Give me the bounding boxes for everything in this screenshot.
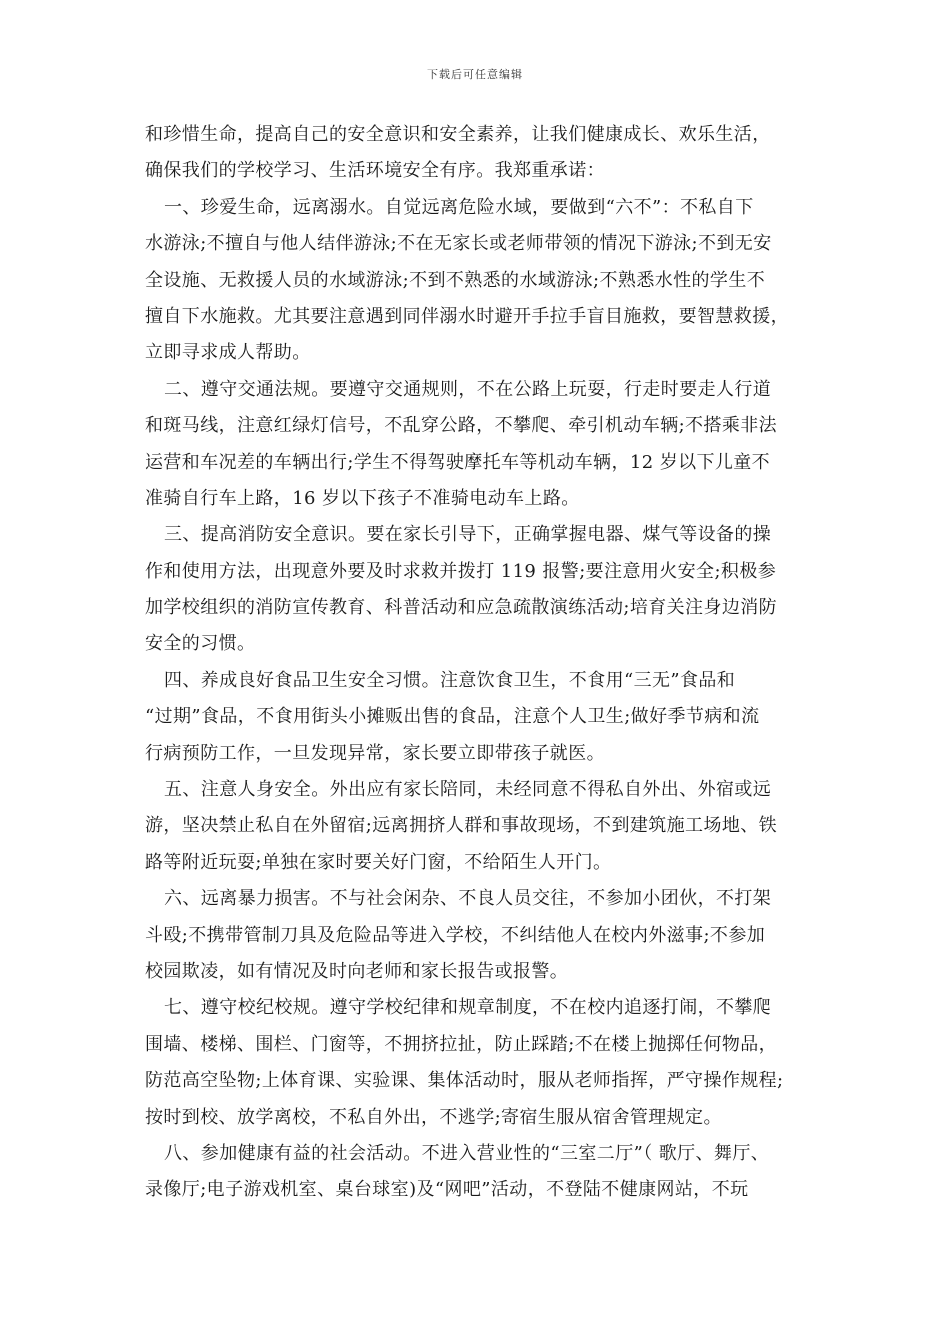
paragraph-line: 和斑马线，注意红绿灯信号，不乱穿公路，不攀爬、牵引机动车辆;不搭乘非法	[145, 415, 778, 437]
paragraph-first-line: 二、遵守交通法规。要遵守交通规则，不在公路上玩耍，行走时要走人行道	[164, 378, 772, 400]
paragraph-line: 录像厅;电子游戏机室、桌台球室)及“网吧”活动，不登陆不健康网站，不玩	[145, 1179, 749, 1201]
paragraph-line: 防范高空坠物;上体育课、实验课、集体活动时，服从老师指挥，严守操作规程;	[145, 1070, 784, 1092]
paragraph-first-line: 一、珍爱生命，远离溺水。自觉远离危险水域，要做到“六不”：不私自下	[164, 196, 754, 218]
paragraph-line: 游，坚决禁止私自在外留宿;远离拥挤人群和事故现场，不到建筑施工场地、铁	[145, 815, 778, 837]
paragraph-line: 和珍惜生命，提高自己的安全意识和安全素养，让我们健康成长、欢乐生活，	[145, 124, 771, 145]
paragraph-first-line: 三、提高消防安全意识。要在家长引导下，正确掌握电器、煤气等设备的操	[164, 524, 772, 546]
paragraph-first-line: 六、远离暴力损害。不与社会闲杂、不良人员交往，不参加小团伙，不打架	[164, 888, 772, 910]
paragraph-line: 确保我们的学校学习、生活环境安全有序。我郑重承诺：	[145, 160, 605, 182]
paragraph-line: 加学校组织的消防宣传教育、科普活动和应急疏散演练活动;培育关注身边消防	[145, 597, 778, 619]
paragraph-line: 运营和车况差的车辆出行;学生不得驾驶摩托车等机动车辆，12 岁以下儿童不	[145, 451, 771, 473]
paragraph-line: 准骑自行车上路，16 岁以下孩子不准骑电动车上路。	[145, 487, 580, 509]
paragraph-line: 按时到校、放学离校，不私自外出，不逃学;寄宿生服从宿舍管理规定。	[145, 1106, 722, 1128]
paragraph-line: 行病预防工作，一旦发现异常，家长要立即带孩子就医。	[145, 742, 605, 764]
paragraph-line: 立即寻求成人帮助。	[145, 342, 311, 364]
paragraph-line: 安全的习惯。	[145, 633, 256, 655]
paragraph-first-line: 八、参加健康有益的社会活动。不进入营业性的“三室二厅”（ 歌厅、舞厅、	[164, 1142, 770, 1164]
page-header: 下载后可任意编辑	[427, 68, 523, 81]
paragraph-line: 全设施、无救援人员的水域游泳;不到不熟悉的水域游泳;不熟悉水性的学生不	[145, 269, 766, 291]
paragraph-line: 作和使用方法，出现意外要及时求救并拨打 119 报警;要注意用火安全;积极参	[145, 560, 777, 582]
paragraph-line: 斗殴;不携带管制刀具及危险品等进入学校，不纠结他人在校内外滋事;不参加	[145, 924, 766, 946]
paragraph-first-line: 四、养成良好食品卫生安全习惯。注意饮食卫生，不食用“三无”食品和	[164, 669, 736, 691]
paragraph-line: 水游泳;不擅自与他人结伴游泳;不在无家长或老师带领的情况下游泳;不到无安	[145, 233, 772, 255]
paragraph-line: “过期”食品，不食用街头小摊贩出售的食品，注意个人卫生;做好季节病和流	[145, 706, 760, 728]
document-body	[145, 117, 809, 1209]
paragraph-first-line: 七、遵守校纪校规。遵守学校纪律和规章制度，不在校内追逐打闹，不攀爬	[164, 997, 772, 1019]
paragraph-first-line: 五、注意人身安全。外出应有家长陪同，未经同意不得私自外出、外宿或远	[164, 779, 772, 801]
paragraph-line: 围墙、楼梯、围栏、门窗等，不拥挤拉扯，防止踩踏;不在楼上抛掷任何物品，	[145, 1033, 778, 1055]
paragraph-line: 校园欺凌，如有情况及时向老师和家长报告或报警。	[145, 960, 569, 982]
paragraph-line: 擅自下水施救。尤其要注意遇到同伴溺水时避开手拉手盲目施救，要智慧救援，	[145, 305, 789, 327]
paragraph-line: 路等附近玩耍;单独在家时要关好门窗，不给陌生人开门。	[145, 851, 612, 873]
